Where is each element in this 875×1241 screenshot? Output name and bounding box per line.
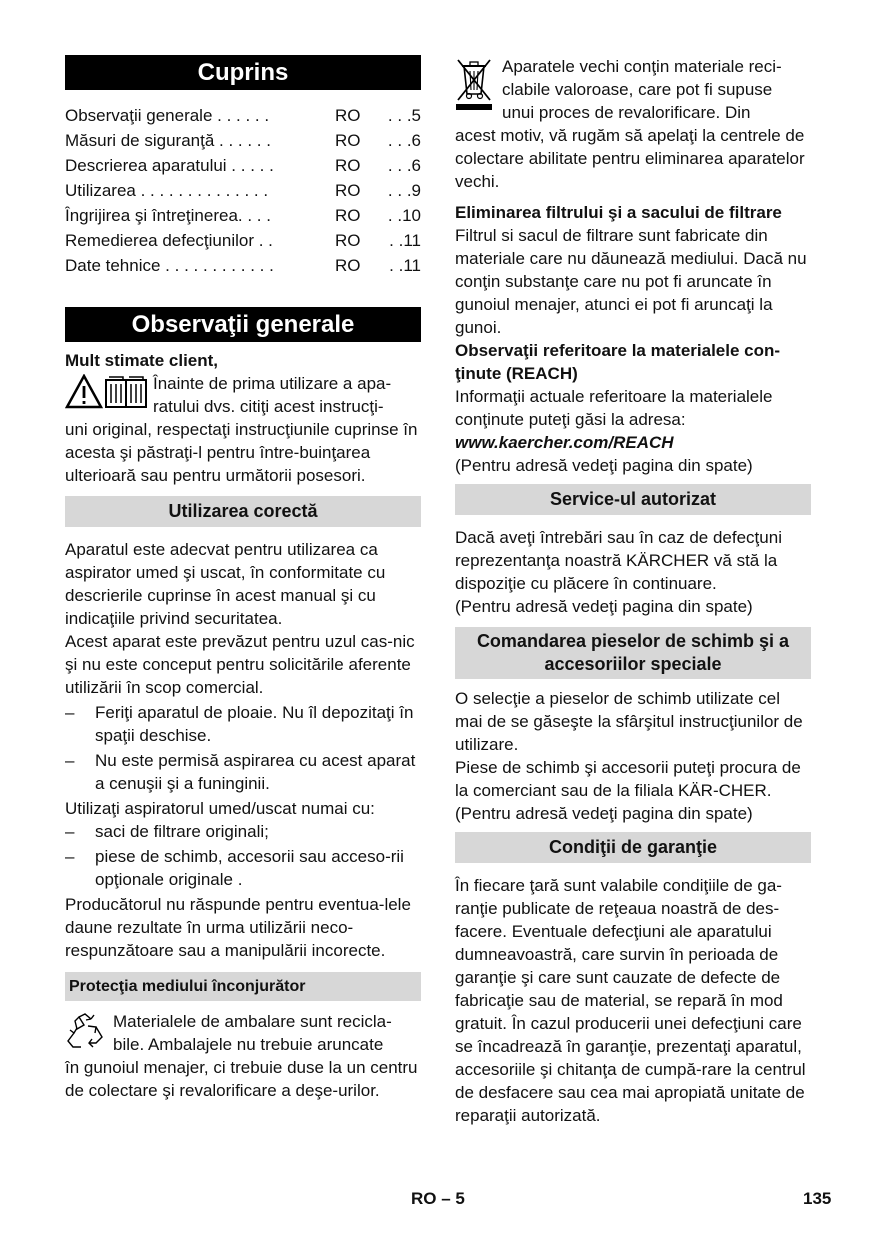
old-devices-line-1: Aparatele vechi conţin materiale reci- (502, 57, 782, 76)
table-of-contents (65, 103, 421, 278)
reach-note: (Pentru adresă vedeţi pagina din spate) (455, 456, 753, 475)
reach-text: Informaţii actuale referitoare la materialele conţinute puteţi găsi la adresa: (455, 387, 773, 429)
toc-row[interactable] (65, 178, 421, 203)
toc-entry-lang: RO (335, 156, 361, 175)
recycle-icon (65, 1013, 105, 1055)
toc-entry-title: Utilizarea . . . . . . . . . . . . . . (65, 181, 269, 200)
warning-manual-icon (65, 374, 147, 416)
toc-entry-lang: RO (335, 206, 361, 225)
toc-entry-lang: RO (335, 106, 361, 125)
warranty-title: Condiţii de garanţie (455, 832, 811, 863)
parts-title: Comandarea pieselor de schimb şi a accesoriilor speciale (455, 627, 811, 679)
toc-entry-lang: RO (335, 181, 361, 200)
toc-row[interactable] (65, 128, 421, 153)
toc-entry-title: Date tehnice . . . . . . . . . . . . (65, 256, 274, 275)
parts-p1: O selecţie a pieselor de schimb utilizate cel mai de se găseşte la sfârşitul instrucţiunilor de utilizare. (455, 689, 803, 754)
list-item: – saci de filtrare originali; (65, 820, 421, 843)
reach-link[interactable]: www.kaercher.com/REACH (455, 433, 674, 452)
correct-use-p2: Acest aparat este prevăzut pentru uzul cas-nic şi nu este conceput pentru solicitările aferente utilizării în scop comercial. (65, 632, 415, 697)
warranty-text: În fiecare ţară sunt valabile condiţiile de ga-ranţie publicate de reţeaua noastră de des-facere. Eventuale defecţiuni ale aparatului dumneavoastră, care survin în perioada de garanţie şi care sunt cauzate de defecte de fabricaţie sau de material, se repară în mod gratuit. În cazul producerii unei defecţiuni care se încadrează în garanţie, prezentaţi aparatul, accesoriile şi chitanţa de cumpă-rare la centrul de desfacere sau cea mai apropiată unitate de reparaţii autorizată. (455, 876, 806, 1125)
toc-entry-lang: RO (335, 231, 361, 250)
correct-use-list-1 (65, 701, 421, 795)
crossed-bin-icon (455, 58, 493, 116)
toc-entry-title: Îngrijirea şi întreţinerea. . . . (65, 206, 271, 225)
environment-paragraph (65, 1010, 421, 1102)
correct-use-p4: Producătorul nu răspunde pentru eventua-lele daune rezultate în urma utilizării neco-respunzătoare sau a manipulării incorecte. (65, 895, 411, 960)
old-devices-rest: acest motiv, vă rugăm să apelaţi la centrele de colectare abilitate pentru eliminarea aparatelor vechi. (455, 126, 805, 191)
toc-entry-page: . . .6 (387, 156, 421, 175)
toc-row[interactable] (65, 253, 421, 278)
intro-rest: uni original, respectaţi instrucţiunile cuprinse în acesta şi păstraţi-l pentru între-buinţarea ulterioară sau pentru următorii posesori. (65, 420, 418, 485)
old-devices-line-3: unui proces de revalorificare. Din (502, 103, 751, 122)
old-devices-paragraph (455, 55, 811, 193)
old-devices-line-2: clabile valoroase, care pot fi supuse (502, 80, 773, 99)
environment-title: Protecţia mediului înconjurător (65, 972, 421, 1001)
filter-disposal-heading: Eliminarea filtrului şi a sacului de filtrare (455, 203, 782, 222)
toc-entry-page: . .10 (387, 206, 421, 225)
toc-entry-lang: RO (335, 256, 361, 275)
service-text: Dacă aveţi întrebări sau în caz de defecţuni reprezentanţa noastră KÄRCHER vă stă la dispoziţie cu plăcere în continuare. (455, 528, 782, 593)
service-note: (Pentru adresă vedeţi pagina din spate) (455, 597, 753, 616)
intro-line-2: ratului dvs. citiţi acest instrucţi- (153, 397, 384, 416)
toc-entry-page: . . .6 (387, 131, 421, 150)
toc-row[interactable] (65, 153, 421, 178)
correct-use-p3: Utilizaţi aspiratorul umed/uscat numai cu: (65, 799, 375, 818)
toc-entry-title: Descrierea aparatului . . . . . (65, 156, 274, 175)
environment-line-1: Materialele de ambalare sunt recicla- (113, 1012, 392, 1031)
filter-disposal-text: Filtrul si sacul de filtrare sunt fabricate din materiale care nu dăunează mediului. Dacă nu conţin substanţe care nu pot fi aruncate în gunoiul menajer, atunci ei pot fi aruncaţi la gunoi. (455, 226, 807, 337)
correct-use-list-2 (65, 820, 421, 891)
toc-title: Cuprins (65, 55, 421, 90)
page-number: 135 (803, 1189, 832, 1208)
toc-entry-page: . .11 (389, 231, 421, 250)
toc-entry-lang: RO (335, 131, 361, 150)
correct-use-title: Utilizarea corectă (65, 496, 421, 527)
toc-entry-title: Remedierea defecţiunilor . . (65, 231, 273, 250)
reach-heading: Observaţii referitoare la materialele con-ţinute (REACH) (455, 341, 781, 383)
toc-row[interactable] (65, 228, 421, 253)
section-page-label: RO – 5 (411, 1189, 465, 1208)
left-column (65, 55, 421, 1102)
correct-use-p1: Aparatul este adecvat pentru utilizarea ca aspirator umed şi uscat, în conformitate cu descrierile cuprinse în acest manual şi cu indicaţiile privind securitatea. (65, 540, 386, 628)
environment-rest: în gunoiul menajer, ci trebuie duse la un centru de colectare şi revalorificare a deşe-urilor. (65, 1058, 418, 1100)
toc-row[interactable] (65, 103, 421, 128)
toc-entry-title: Măsuri de siguranţă . . . . . . (65, 131, 271, 150)
toc-entry-page: . . .5 (387, 106, 421, 125)
list-item: – Feriţi aparatul de ploaie. Nu îl depozitaţi în spaţii deschise. (65, 701, 421, 747)
general-title: Observaţii generale (65, 307, 421, 342)
toc-entry-title: Observaţii generale . . . . . . (65, 106, 270, 125)
list-item: – Nu este permisă aspirarea cu acest aparat a cenuşii şi a funinginii. (65, 749, 421, 795)
list-item: – piese de schimb, accesorii sau acceso-rii opţionale originale . (65, 845, 421, 891)
greeting: Mult stimate client, (65, 351, 219, 370)
parts-p2: Piese de schimb şi accesorii puteţi procura de la comerciant sau de la filiala KÄR-CHER. (455, 758, 801, 800)
service-title: Service-ul autorizat (455, 484, 811, 515)
environment-line-2: bile. Ambalajele nu trebuie aruncate (113, 1035, 384, 1054)
toc-entry-page: . . .9 (387, 181, 421, 200)
parts-note: (Pentru adresă vedeţi pagina din spate) (455, 804, 753, 823)
intro-paragraph (65, 372, 421, 487)
toc-row[interactable] (65, 203, 421, 228)
intro-line-1: Înainte de prima utilizare a apa- (153, 374, 392, 393)
toc-entry-page: . .11 (389, 256, 421, 275)
right-column (455, 55, 811, 1127)
